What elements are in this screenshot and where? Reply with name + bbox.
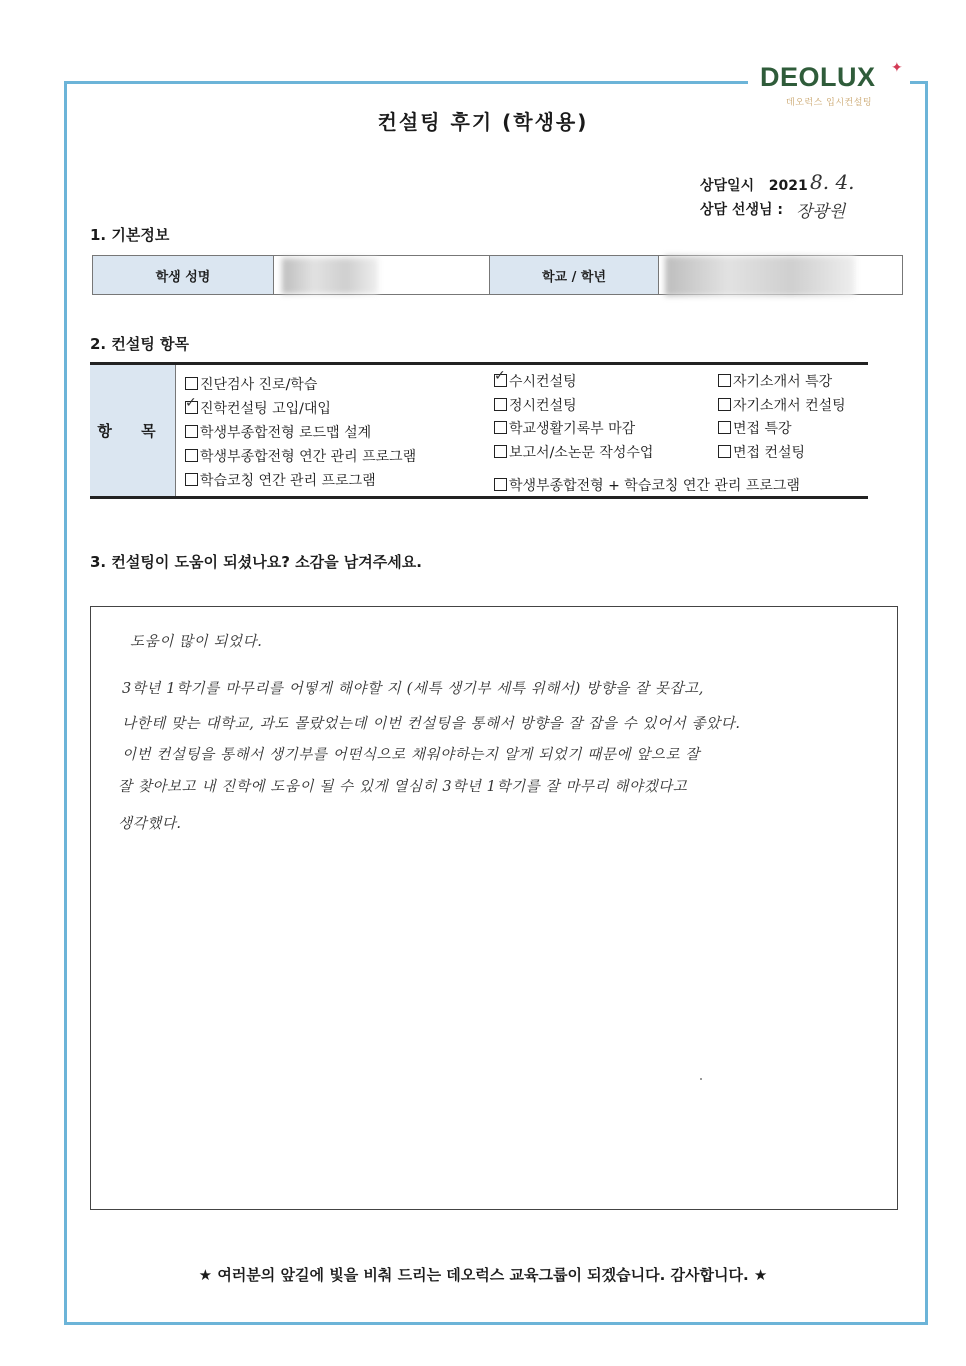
checkbox-icon — [185, 425, 198, 438]
comment-line: 나한테 맞는 대학교, 과도 몰랐었는데 이번 컨설팅을 통해서 방향을 잘 잡을 수 있어서 좋았다. — [122, 716, 741, 732]
section-items-heading: 2. 컨설팅 항목 — [90, 335, 190, 353]
consult-date-label: 상담일시 — [700, 178, 755, 194]
comment-line: 생각했다. — [118, 816, 182, 832]
school-grade-value — [659, 256, 902, 294]
checkbox-icon — [718, 421, 731, 434]
student-name-label: 학생 성명 — [93, 256, 274, 294]
consult-date-year: 2021 — [768, 178, 808, 194]
item-interview-lecture: 면접 특강 — [718, 418, 792, 438]
item-study-coaching: 학습코칭 연간 관리 프로그램 — [185, 470, 376, 490]
consult-date-handwritten: 8. 4. — [810, 170, 855, 194]
redacted-school — [665, 256, 855, 296]
item-essay-consulting: 자기소개서 컨설팅 — [718, 395, 846, 415]
basic-info-table — [92, 255, 903, 295]
item-record-closing: 학교생활기록부 마감 — [494, 418, 635, 438]
checkbox-icon — [494, 445, 507, 458]
comment-line: 잘 찾아보고 내 진학에 도움이 될 수 있게 열심히 3학년 1학기를 잘 마무리 해야겠다고 — [118, 779, 688, 795]
consult-date — [700, 175, 808, 195]
page-title: 컨설팅 후기 (학생용) — [377, 110, 589, 134]
checkbox-icon — [185, 473, 198, 486]
brand-subtitle: 데오럭스 입시컨설팅 — [786, 98, 873, 108]
checkbox-icon — [185, 449, 198, 462]
redacted-name — [282, 258, 378, 294]
school-grade-label: 학교 / 학년 — [490, 256, 659, 294]
comment-line: 이번 컨설팅을 통해서 생기부를 어떤식으로 채워야하는지 알게 되었기 때문에 앞으로 잘 — [122, 747, 700, 763]
checkbox-icon — [718, 445, 731, 458]
checkbox-icon — [494, 478, 507, 491]
checkbox-icon — [494, 398, 507, 411]
item-annual-program: 학생부종합전형 연간 관리 프로그램 — [185, 446, 416, 466]
checkbox-checked-icon — [494, 374, 507, 387]
item-diagnosis: 진단검사 진로/학습 — [185, 374, 317, 394]
student-name-value — [274, 256, 490, 294]
items-row-label: 항 목 — [90, 365, 176, 496]
section-basic-info-heading: 1. 기본정보 — [90, 226, 170, 244]
checkbox-checked-icon — [185, 401, 198, 414]
comment-line: 3학년 1학기를 마무리를 어떻게 해야할 지 (세특 생기부 세특 위해서) 방향을 잘 못잡고, — [122, 681, 704, 697]
item-susi: ✓수시컨설팅 — [494, 371, 577, 391]
item-combined-program: 학생부종합전형 + 학습코칭 연간 관리 프로그램 — [494, 475, 800, 495]
item-report-writing: 보고서/소논문 작성수업 — [494, 442, 653, 462]
checkbox-icon — [494, 421, 507, 434]
star-icon: ✦ — [891, 60, 903, 76]
consult-teacher-label: 상담 선생님 : — [700, 202, 783, 218]
item-essay-lecture: 자기소개서 특강 — [718, 371, 832, 391]
item-interview-consulting: 면접 컨설팅 — [718, 442, 805, 462]
comment-line: 도움이 많이 되었다. — [130, 634, 263, 650]
checkbox-icon — [718, 374, 731, 387]
consult-teacher-handwritten: 장광원 — [796, 202, 846, 222]
checkbox-icon — [718, 398, 731, 411]
brand-logo: DEOLUX — [760, 62, 876, 92]
section-feedback-heading: 3. 컨설팅이 도움이 되셨나요? 소감을 남겨주세요. — [90, 553, 422, 571]
item-jeongsi: 정시컨설팅 — [494, 395, 577, 415]
stray-mark — [700, 1078, 702, 1080]
checkbox-icon — [185, 377, 198, 390]
item-admission-consulting: ✓진학컨설팅 고입/대입 — [185, 398, 331, 418]
footer-message: ★ 여러분의 앞길에 빛을 비춰 드리는 데오럭스 교육그룹이 되겠습니다. 감사합니다. ★ — [198, 1266, 768, 1284]
item-roadmap: 학생부종합전형 로드맵 설계 — [185, 422, 371, 442]
